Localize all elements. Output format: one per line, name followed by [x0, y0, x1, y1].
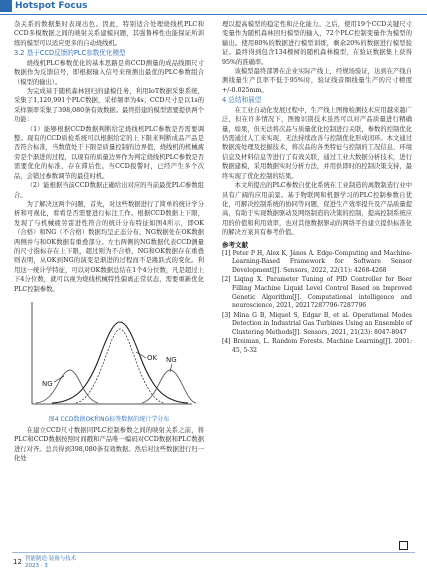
header-title: Hotspot Focus [15, 1, 88, 11]
section-heading: 4 总结和展望 [222, 96, 262, 105]
journal-name [25, 556, 76, 570]
figure-caption: 图4 CCD数据OK和NG标签数据的统计学分布 [48, 415, 170, 423]
left-column [14, 20, 204, 464]
paragraph: （1）能够根据CCD数据判断给定烧线机PLC参数是否需要调整。现有的CCD质检系统可以根据给定的上下限来判断成品产品是否符合标准，当数值处于下限是质量控制的边界值，烧线机的机械疲劳是个渐进的过程，以现有的质量边界作为判定烧线机PLC参数是否需要优化的标准，存在滞后性。当CCD报警时，已经产生多个次品，会错过参数调节的最佳时机。 [14, 125, 204, 180]
end-of-article-mark [399, 541, 408, 550]
reference-item: [4] Breiman, L. Random Forests. Machine Learning[J]. 2001: 45, 5-32 [222, 338, 412, 355]
header-rule [0, 14, 427, 15]
ng-right-label: NG [166, 355, 177, 364]
paragraph: 理以提高模型的稳定性和泛化能力。之后，使用19个CCD关键尺寸变量作为随机森林回归模型的输入，72个PLC控制变量作为模型的输出。使用80%的数据进行模型训练，剩余20%的数据进行模型验证。最终得到包含134棵树的随机森林模型，在验证数据集上获得95%的准确率。 [222, 21, 412, 66]
page-number: 12 [13, 558, 22, 566]
paragraph: （2）能根据当前CCD数据正确给出对应的当前最优PLC参数组合。 [14, 182, 204, 199]
page-header [0, 0, 427, 16]
references-title: 参考文献 [222, 240, 248, 249]
paragraph: 烧线机PLC参数优化的基本思路是将CCD测量的成品线圈尺寸数据作为反馈信号，即根据输入信号来预测出最优的PLC参数组合（模型的输出）。 [14, 59, 204, 86]
reference-item: [3] Mina G B, Miquel S, Edgar B, et al. Operational Modes Detection in Industrial Gas Turbines Using an Ensemble of Clustering Methods[J]. Sensors, 2021, 21(23): 8047-8047 [222, 311, 412, 336]
header-marker [0, 0, 12, 12]
paragraph: 为完成基于随机森林回归的建模任务，利用IoT数据采集系统，采集了1,120,991个PLC数据，采样频率为4s；CCD尺寸是以1s的采样频率采集了398,080条有效数据。最终搭建的模型需要提供两个功能： [14, 88, 204, 124]
reference-item: [2] Liqing X. Parameter Tuning of PID Controller for Beer Filling Machine Liquid Level Control Based on Improved Genetic Algorithm[J]. Computational intelligence and neuroscience, 2021, 20217287796-7287796 [222, 276, 412, 310]
page-footer [0, 552, 427, 579]
ng-left-label: NG [42, 379, 53, 388]
right-column [222, 20, 412, 357]
ok-label: OK [147, 353, 158, 362]
paragraph: 杂关系的数据集时表现出色。因此，特别适合处理烧线机PLC和CCD多模数据之间的映射关系建模问题，其强鲁棒性也能保证所训练的模型可以适应更多的自动烧线机。 [14, 21, 204, 47]
paragraph: 在工业自动化发展过程中，生产线上图像检测技术应用越来越广泛，但在许多情况下，图像识别技术虽然可以对产品质量进行精确量，如果，但无法将次品与质量优化控制进行关联，参数的控制优化仍需通过人工来实现，无法持续改善与控制优化形成闭环。本文通过数据流处理及挖掘技术，将次品的各类特征与控制的工况信息、环境信息及材料信息等进行了有效关联，通过工业大数据分析技术，进行数据建模，采用数据实时分析方法，并用供即时的控制决策支持，最终实现了优化控制的结果。 [222, 106, 412, 180]
distribution-plot [14, 296, 204, 414]
paragraph: 为了解决这两个问题，首先，对这些数据进行了简单的统计学分析和可视化，看看是否需要进行标注工作。根据CCD数据上下限，发现了与机械疲劳雷进性符合的统计分布特征如图4所示，即OK（合格）和NG（不合格）数据均呈正态分布，NG数据处在OK数据两侧并与和OK数据有重叠部分。左右两侧的NG数据代表CCD测量的尺寸指标存在上下限，超过则为不合格，NG和OK数据存在重叠则表明，从OK到NG的演变是渐进的过程而不是跳跃式的变化。利用这一统计学特征，可以对OK数据总结在1个4分位数，凡是超过上下4分位数，就可以视为烧线机械特性偏离正常状态，需要重新优化PLC控制参数。 [14, 200, 204, 293]
reference-item: [1] Peter P H, Alex K, János A. Edge-Computing and Machine-Learning-Based Framework for Software Sensor Development[J]. Sensors, 2022, 22(11): 4268-4268 [222, 249, 412, 274]
section-heading: 3.2 基于CCD反馈的PLC参数优化模型 [14, 49, 126, 58]
paragraph: 本文所提出的PLC参数自优化系统在工业制造的离散制造行业中具有广阔的应用前景。基于物联网和机器学习的PLC控制参数自优化，可解决控制系统的协同等问题，促进生产效率提升及产品质量提高，有助于实现数据驱动及网络制造的决策的控制，提高控制系统应用的价值和利用效率，也对其他数据驱动的网络平台建立提供标准化的解决方案具有参考价值。 [222, 182, 412, 237]
ok-inner-curve [76, 329, 164, 403]
journal-issue: 2023 · 3 [25, 563, 48, 569]
figure-4 [14, 296, 204, 414]
paragraph: 在建立CCD尺寸数据同PLC控制参数之间的映射关系之前，将PLC和CCD数据按照时间戳和产品唯一编码对CCD数据和PLC数据进行对齐。总共得到398,080条有效数据。然后对这些数据进行归一化处 [14, 426, 204, 463]
footer-rule [12, 552, 415, 553]
paragraph: 该模型最终部署在企业实际产线上，经规场验证，达到在产线自测线量生产良率不低于95%时，验证线音圈线量生产的尺寸精度+/-0.025mm。 [222, 68, 412, 94]
journal-title: 智能制造·装备与技术 [25, 556, 77, 562]
